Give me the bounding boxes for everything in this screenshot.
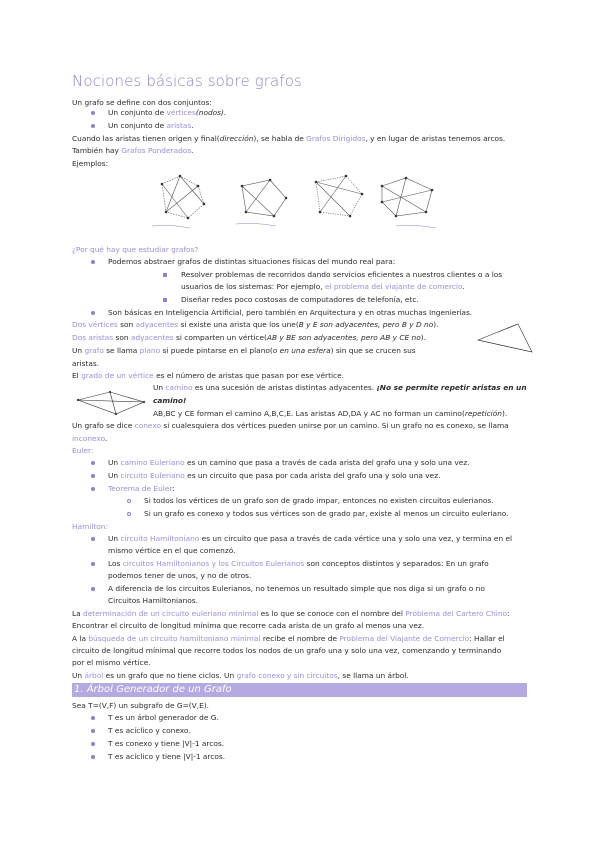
directed-graphs-line: Cuando las aristas tienen origen y final(dirección), se habla de Grafos Dirigidos, y en lugar de aristas tenemos arcos.: [72, 134, 506, 143]
bullet-dot: [91, 562, 95, 566]
bullet-dot: [91, 260, 95, 264]
bullet-dot: [91, 111, 95, 115]
bullet-dot: [91, 729, 95, 733]
hamilton-no-simple-line: A diferencia de los circuitos Eulerianos, no tenemos un resultado simple que nos diga si un grafo o no: [108, 584, 485, 593]
euler-circuit-line: Un circuito Euleriano es un circuito que pasa por cada arista del grafo una y solo una vez.: [108, 471, 441, 480]
why-point-1: Podemos abstraer grafos de distintas situaciones físicas del mundo real para:: [108, 257, 396, 266]
chinese-postman-cont: Encontrar el circuito de longitud mínima que recorre cada arista de un grafo al menos una vez.: [72, 621, 425, 630]
section-item: T es acíclico y tiene |V|-1 arcos.: [108, 752, 226, 761]
bullet-dot: [91, 311, 95, 315]
section-heading-band: [72, 683, 527, 697]
why-sub-1-cont: usuarios de los sistemas: Por ejemplo, el problema del viajante de comercio.: [181, 282, 465, 291]
section-intro-line: Sea T=(V,F) un subgrafo de G=(V,E).: [72, 701, 209, 710]
hamilton-circuit-line: Un circuito Hamiltoniano es un circuito que pasa a través de cada vértice una y solo una vez, y termina en el: [108, 534, 513, 543]
bullet-square: [163, 298, 167, 302]
why-question: ¿Por qué hay que estudiar grafos?: [72, 245, 199, 254]
path-def-line: Un camino es una sucesión de aristas distintas adyacentes. ¡No se permite repetir aristas en un: [153, 383, 527, 392]
why-sub-2: Diseñar redes poco costosas de computadores de telefonía, etc.: [181, 295, 419, 304]
intro-bullet-vertices: Un conjunto de vértices(nodos).: [108, 108, 227, 117]
bullet-dot: [91, 537, 95, 541]
chinese-postman-line: La determinación de un circuito euleriano minimal es lo que se conoce con el nombre del Problema del Cartero Chino:: [72, 609, 510, 618]
connected-line: Un grafo se dice conexo si cualesquiera dos vértices pueden unirse por un camino. Si un grafo no es conexo, se llama: [72, 421, 509, 430]
salesman-cont-2: por el mismo vértice.: [72, 658, 151, 667]
salesman-line: A la búsqueda de un circuito hamiltoniano minimal recibe el nombre de Problema del Viajante de Comercio: Hallar el: [72, 634, 505, 643]
euler-theorem-2: Si un grafo es conexo y todos sus vértices son de grado par, existe al menos un circuito euleriano.: [144, 509, 509, 518]
page-title: Nociones básicas sobre grafos: [72, 72, 302, 90]
bullet-square: [163, 273, 167, 277]
disconnected-line: inconexo.: [72, 434, 108, 443]
bullet-dot: [91, 124, 95, 128]
bullet-dot: [91, 587, 95, 591]
tree-def-line: Un árbol es un grafo que no tiene ciclos. Un grafo conexo y sin circuitos, se llama un árbol.: [72, 671, 409, 680]
adjacent-vertices-line: Dos vértices son adyacentes si existe una arista que los une(B y E son adyacentes, pero B y D no).: [72, 320, 439, 329]
bullet-dot: [91, 474, 95, 478]
bullet-dot: [91, 487, 95, 491]
intro-bullet-edges: Un conjunto de aristas.: [108, 121, 194, 130]
planar-line-cont: aristas.: [72, 359, 100, 368]
hamilton-vs-euler-line: Los circuitos Hamiltonianos y los Circuitos Eulerianos son conceptos distintos y separados: En un grafo: [108, 559, 489, 568]
salesman-cont: circuito de longitud mínimal que recorre todos los nodos de un grafo una y solo una vez, comenzando y terminando: [72, 646, 502, 655]
bullet-circle: [127, 499, 131, 503]
examples-label: Ejemplos:: [72, 159, 109, 168]
intro-line: Un grafo se define con dos conjuntos:: [72, 98, 212, 107]
path-example-line: AB,BC y CE forman el camino A,B,C,E. Las aristas AD,DA y AC no forman un camino(repetición).: [153, 409, 508, 418]
bullet-circle: [127, 512, 131, 516]
adjacency-sketch-figure: [476, 318, 536, 356]
why-sub-1: Resolver problemas de recorridos dando servicios eficientes a nuestros clientes o a los: [181, 270, 503, 279]
hamilton-no-simple-cont: Circuitos Hamiltonianos.: [108, 596, 198, 605]
section-item: T es conexo y tiene |V|-1 arcos.: [108, 739, 225, 748]
path-def-line-cont: camino!: [153, 396, 187, 405]
hamilton-vs-euler-cont: podemos tener de unos, y no de otros.: [108, 571, 252, 580]
planar-line: Un grafo se llama plano si puede pintarse en el plano(o en una esfera) sin que se crucen sus: [72, 346, 416, 355]
euler-theorem-line: Teorema de Euler:: [108, 484, 175, 493]
example-graphs-figure: [150, 172, 450, 234]
bullet-dot: [91, 461, 95, 465]
bullet-dot: [91, 716, 95, 720]
adjacent-edges-line: Dos aristas son adyacentes si comparten un vértice(AB y BE son adyacentes, pero AB y CE no).: [72, 333, 426, 342]
section-item: T es un árbol generador de G.: [108, 713, 219, 722]
bullet-dot: [91, 742, 95, 746]
hamilton-heading: Hamilton:: [72, 522, 108, 531]
weighted-graphs-line: También hay Grafos Ponderados.: [72, 146, 194, 155]
euler-theorem-1: Si todos los vértices de un grafo son de grado impar, entonces no existen circuitos eulerianos.: [144, 496, 494, 505]
hamilton-circuit-cont: mismo vértice en el que comenzó.: [108, 546, 236, 555]
bullet-dot: [91, 755, 95, 759]
why-point-2: Son básicas en Inteligencia Artificial, pero también en Arquitectura y en otras muchas Ingenierías.: [108, 308, 473, 317]
section-heading: 1. Árbol Generador de un Grafo: [74, 684, 232, 695]
degree-line: El grado de un vértice es el número de aristas que pasan por ese vértice.: [72, 371, 344, 380]
euler-heading: Euler:: [72, 446, 94, 455]
path-sketch-figure: [76, 386, 148, 420]
section-item: T es acíclico y conexo.: [108, 726, 191, 735]
euler-path-line: Un camino Euleriano es un camino que pasa a través de cada arista del grafo una y solo una vez.: [108, 458, 470, 467]
